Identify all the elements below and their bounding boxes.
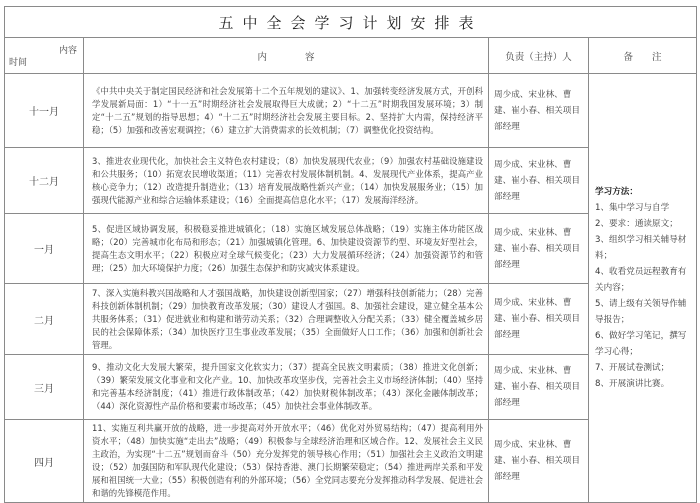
header-diagonal-cell	[5, 38, 84, 74]
content-cell: 9、推动文化大发展大繁荣，提升国家文化软实力；（37）提高全民族文明素质；（38）推进文化创新；（39）繁荣发展文化事业和文化产业。10、加快改革攻坚步伐，完善社会主义市场经济体制；（40）坚持和完善基本经济制度；（41）推进行政体制改革；（42）加快财税体制改革；（43）深化金融体制改革；（44）深化资源性产品价格和要素市场改革；（45）加快社会事业体制改革。	[84, 355, 489, 420]
notes-item: 7、开展试卷测试；	[595, 363, 670, 373]
content-cell: 3、推进农业现代化，加快社会主义特色农村建设；（8）加快发展现代农业；（9）加强农村基础设施建设和公共服务；（10）拓宽农民增收渠道；（11）完善农村发展体制机制。4、发展现代产业体系，提高产业核心竞争力；（12）改造提升制造业；（13）培育发展战略性新兴产业；（14）加快发展服务业；（15）加强现代能源产业和综合运输体系建设；（16）全面提高信息化水平；（17）发展海洋经济。	[84, 148, 489, 214]
notes-item: 3、组织学习相关辅导材料；	[595, 235, 687, 261]
table-row	[5, 74, 697, 148]
notes-item: 2、要求：通读原文；	[595, 219, 678, 229]
month-cell: 一月	[5, 214, 84, 284]
schedule-table	[4, 6, 697, 503]
table-title: 五中全会学习计划安排表	[5, 7, 697, 38]
owner-cell: 周少成、宋业林、曹建、崔小春、相关项目部经理	[489, 420, 589, 503]
month-cell: 四月	[5, 420, 84, 503]
header-time-label: 时间	[9, 58, 28, 68]
header-owner: 负责（主持）人	[489, 38, 589, 74]
notes-item: 1、集中学习与自学	[595, 203, 670, 213]
notes-item: 5、请上级有关领导作辅导报告；	[595, 299, 687, 325]
header-content-label: 内容	[58, 46, 77, 56]
notes-item: 6、做好学习笔记，撰写学习心得；	[595, 331, 687, 357]
notes-cell	[589, 74, 697, 503]
month-cell: 二月	[5, 284, 84, 355]
header-content: 内 容	[84, 38, 489, 74]
content-cell: 《中共中央关于制定国民经济和社会发展第十二个五年规划的建议》、1、加强转变经济发展方式，开创科学发展新局面：1）“十一五”时期经济社会发展取得巨大成就；2）“十二五”时期我国发展环境；3）制定“十二五”规划的指导思想；4）“十二五”时期经济社会发展主要目标。2、坚持扩大内需，保持经济平稳；（5）加强和改善宏观调控；（6）建立扩大消费需求的长效机制；（7）调整优化投资结构。	[84, 74, 489, 148]
content-cell: 11、实施互利共赢开放的战略，进一步提高对外开放水平；（46）优化对外贸易结构；（47）提高利用外资水平；（48）加快实施“走出去”战略；（49）积极参与全球经济治理和区域合作。12、发展社会主义民主政治，为实现“十二五”规划而奋斗（50）充分发挥党的领导核心作用；（51）加强社会主义政治文明建设；（52）加强国防和军队现代化建设；（53）保持香港、澳门长期繁荣稳定；（54）推进两岸关系和平发展和祖国统一大业；（55）积极创造有利的外部环境；（56）全党同志要充分发挥推动科学发展、促进社会和谐的先锋模范作用。	[84, 420, 489, 503]
notes-item: 4、收看党员远程教育有关内容；	[595, 267, 687, 293]
owner-cell: 周少成、宋业林、曹建、崔小春、相关项目部经理	[489, 284, 589, 355]
month-cell: 十一月	[5, 74, 84, 148]
owner-cell: 周少成、宋业林、曹建、崔小春、相关项目部经理	[489, 74, 589, 148]
content-cell: 5、促进区域协调发展，积极稳妥推进城镇化；（18）实施区域发展总体战略；（19）实施主体功能区战略；（20）完善城市化布局和形态；（21）加强城镇化管理。6、加快建设资源节约型、环境友好型社会，提高生态文明水平；（22）积极应对全球气候变化；（23）大力发展循环经济；（24）加强资源节约和管理；（25）加大环境保护力度；（26）加强生态保护和防灾减灾体系建设。	[84, 214, 489, 284]
month-cell: 十二月	[5, 148, 84, 214]
notes-heading: 学习方法：	[595, 187, 638, 197]
header-notes: 备 注	[589, 38, 697, 74]
owner-cell: 周少成、宋业林、曹建、崔小春、相关项目部经理	[489, 355, 589, 420]
month-cell: 三月	[5, 355, 84, 420]
notes-item: 8、开展演讲比赛。	[595, 379, 670, 389]
content-cell: 7、深入实施科教兴国战略和人才强国战略，加快建设创新型国家；（27）增强科技创新能力；（28）完善科技创新体制机制；（29）加快教育改革发展；（30）建设人才强国。8、加强社会建设，建立健全基本公共服务体系；（31）促进就业和构建和谐劳动关系；（32）合理调整收入分配关系；（33）健全覆盖城乡居民的社会保障体系；（34）加快医疗卫生事业改革发展；（35）全面做好人口工作；（36）加强和创新社会管理。	[84, 284, 489, 355]
owner-cell: 周少成、宋业林、曹建、崔小春、相关项目部经理	[489, 214, 589, 284]
owner-cell: 周少成、宋业林、曹建、崔小春、相关项目部经理	[489, 148, 589, 214]
